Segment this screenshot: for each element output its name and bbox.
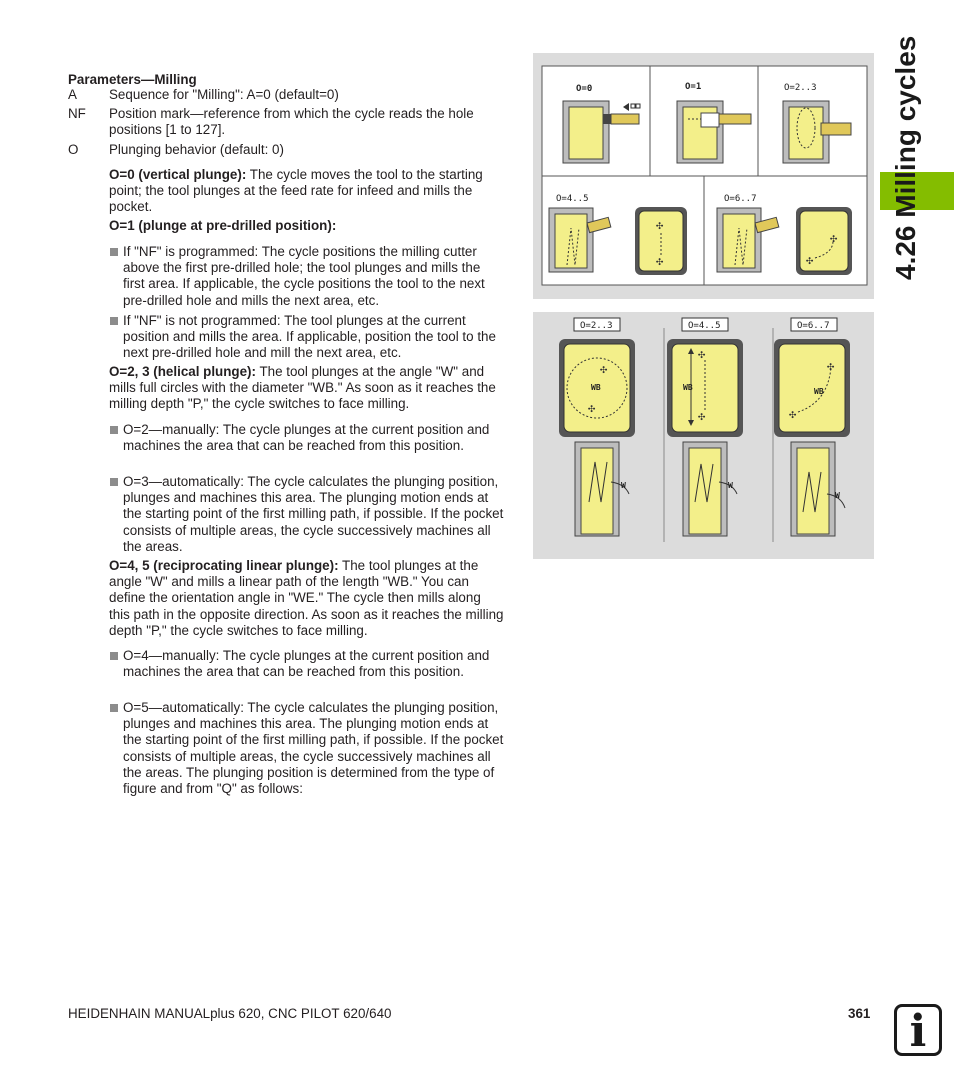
info-icon: i	[894, 1004, 942, 1056]
svg-text:✣: ✣	[656, 218, 664, 232]
section-heading: Parameters—Milling	[68, 72, 197, 87]
bullet-square-icon	[110, 248, 118, 256]
o45-paragraph	[109, 558, 504, 639]
param-def-a: Sequence for "Milling": A=0 (default=0)	[109, 87, 339, 102]
o1-bullet-2: If "NF" is not programmed: The tool plunges at the current position and mills the area. If applicable, position the tool to the next pre-drilled hole and mill the next area, etc.	[109, 313, 504, 362]
o1-label: O=1 (plunge at pre-drilled position):	[109, 218, 337, 233]
o23-bullet-2: O=3—automatically: The cycle calculates the plunging position, plunges and machines this area. The plunging motion ends at the starting point of the first milling path, if possible. If the pocket consists of multiple areas, the cycle successively machines all the areas.	[109, 474, 504, 555]
figure-plunge-detail	[533, 312, 874, 559]
svg-text:✣: ✣	[827, 359, 835, 373]
param-def-nf: Position mark—reference from which the cycle reads the hole positions [1 to 127].	[109, 106, 474, 138]
fig2-label-o45: O=4..5	[688, 321, 721, 331]
figure-plunge-overview	[533, 53, 874, 299]
svg-text:✣: ✣	[656, 254, 664, 268]
svg-text:✣: ✣	[698, 347, 706, 361]
svg-text:✣: ✣	[830, 231, 838, 245]
o45-text: The tool plunges at the angle "W" and mills a linear path of the length "WB." You can define the orientation angle in "WE." The cycle then mills along this path in the opposite direction. As soon as it reaches the milling depth "P," the cycle switches to face milling.	[109, 558, 504, 638]
o45-bullet-2: O=5—automatically: The cycle calculates the plunging position, plunges and machines this area. The plunging motion ends at the starting point of the first milling path, if possible. If the pocket consists of multiple areas, the cycle successively machines all the areas. The plunging position is determined from the type of figure and from "Q" as follows:	[109, 700, 504, 797]
svg-text:✣: ✣	[789, 407, 797, 421]
param-term-a: A	[68, 87, 77, 102]
o0-label: O=0 (vertical plunge):	[109, 167, 247, 182]
fig2-wb-1: WB	[591, 383, 601, 392]
fig2-wb-3: WB	[814, 387, 824, 396]
bullet-square-icon	[110, 652, 118, 660]
bullet-square-icon	[110, 317, 118, 325]
fig2-w-2: W	[728, 481, 733, 490]
o45-label: O=4, 5 (reciprocating linear plunge):	[109, 558, 339, 573]
fig1-label-o45: O=4..5	[556, 194, 589, 204]
page-number: 361	[848, 1006, 871, 1021]
figure-plunge-detail-svg	[533, 312, 874, 559]
svg-text:✣: ✣	[698, 409, 706, 423]
fig2-label-o67: O=6..7	[797, 321, 830, 331]
fig1-label-o0: O=0	[576, 84, 593, 94]
bullet-square-icon	[110, 704, 118, 712]
svg-text:✣: ✣	[588, 401, 596, 415]
o23-text: The tool plunges at the angle "W" and mills full circles with the diameter "WB." As soon as it reaches the milling depth "P," the cycle switches to face milling.	[109, 364, 496, 412]
fig1-label-o67: O=6..7	[724, 194, 757, 204]
fig2-w-1: W	[621, 481, 626, 490]
fig1-label-o23: O=2..3	[784, 83, 817, 93]
o23-label: O=2, 3 (helical plunge):	[109, 364, 256, 379]
o23-bullet-1: O=2—manually: The cycle plunges at the current position and machines the area that can be reached from this position.	[109, 422, 504, 454]
svg-text:✣: ✣	[806, 253, 814, 267]
bullet-square-icon	[110, 426, 118, 434]
param-term-o: O	[68, 142, 79, 157]
fig2-w-3: W	[835, 491, 840, 500]
svg-text:✣: ✣	[600, 362, 608, 376]
o0-paragraph	[109, 167, 504, 216]
param-def-o: Plunging behavior (default: 0)	[109, 142, 284, 157]
footer-title: HEIDENHAIN MANUALplus 620, CNC PILOT 620/640	[68, 1006, 392, 1021]
fig2-label-o23: O=2..3	[580, 321, 613, 331]
param-term-nf: NF	[68, 106, 86, 121]
o45-bullet-1: O=4—manually: The cycle plunges at the current position and machines the area that can be reached from this position.	[109, 648, 504, 680]
chapter-title: 4.26 Milling cycles	[890, 35, 921, 280]
o23-paragraph	[109, 364, 504, 413]
fig1-label-o1: O=1	[685, 82, 702, 92]
figure-plunge-overview-svg	[533, 53, 874, 299]
o1-bullet-1: If "NF" is programmed: The cycle positions the milling cutter above the first pre-drilled hole; the tool plunges and mills the first area. If applicable, the cycle positions the tool to the next pre-drilled hole and mills the next area, etc.	[109, 244, 504, 309]
bullet-square-icon	[110, 478, 118, 486]
fig2-wb-2: WB	[683, 383, 693, 392]
o0-text: The cycle moves the tool to the starting point; the tool plunges at the feed rate for infeed and mills the pocket.	[109, 167, 483, 215]
